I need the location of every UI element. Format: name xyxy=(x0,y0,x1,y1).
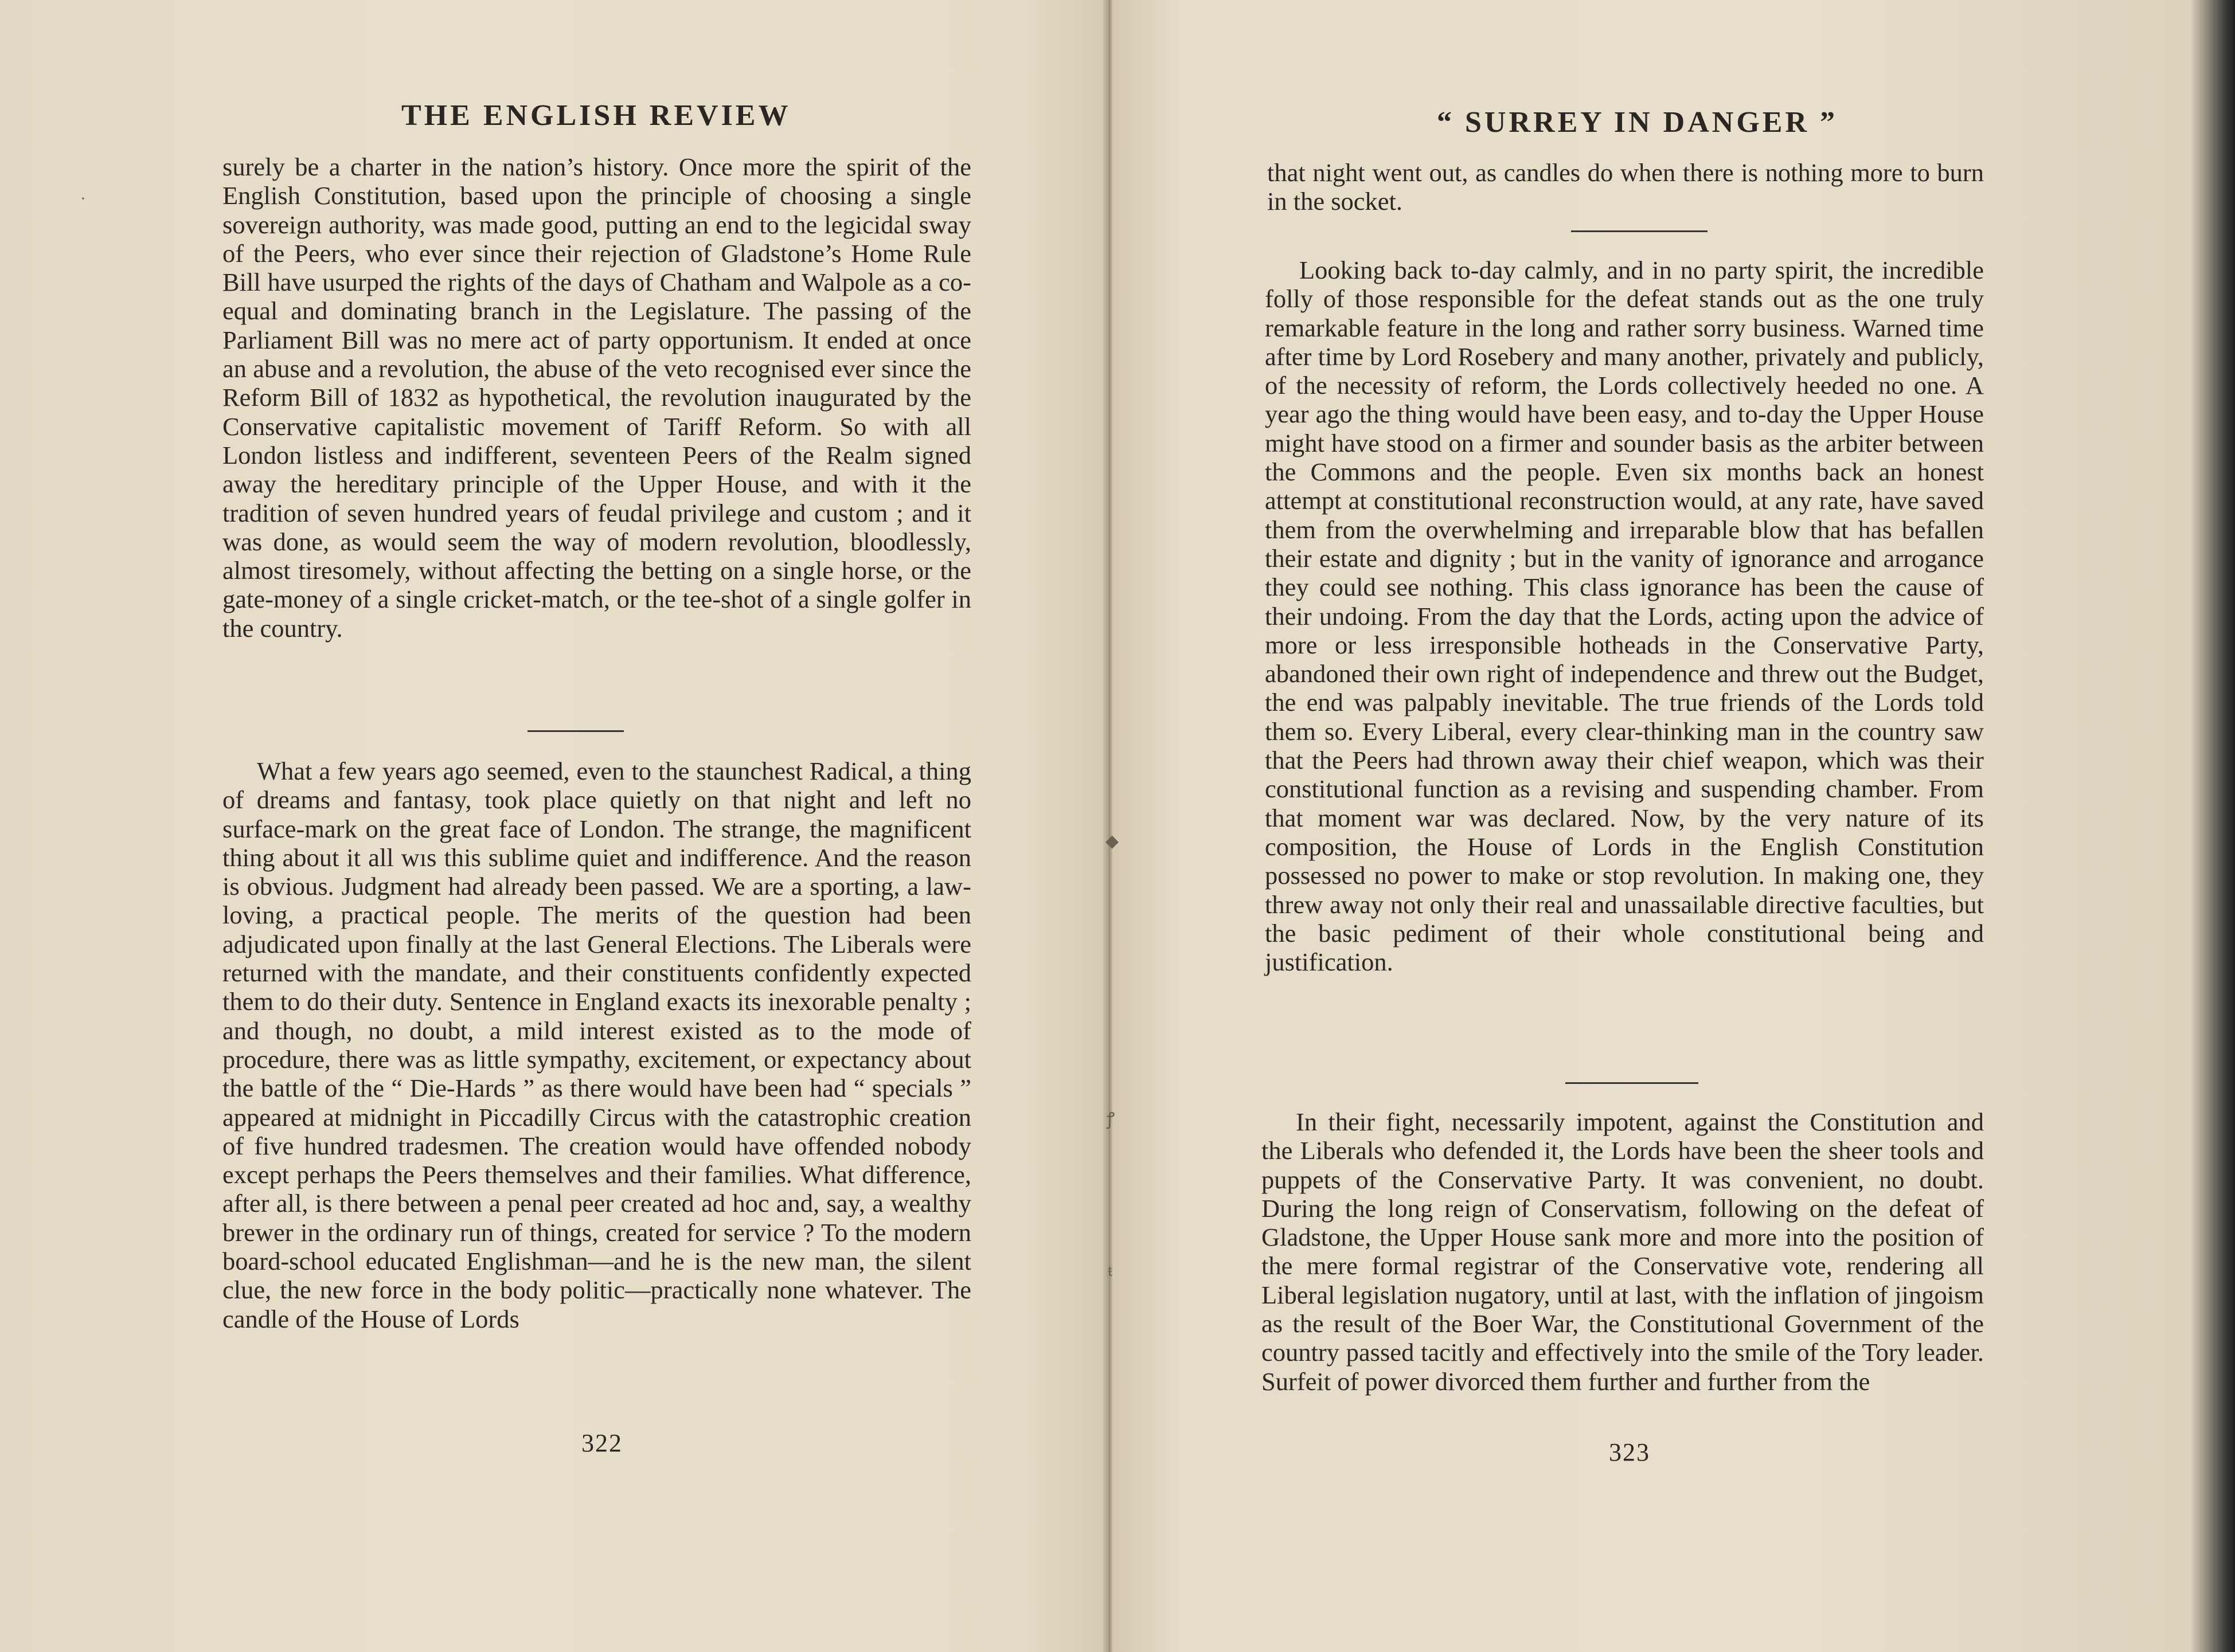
left-paragraph-2: What a few years ago seemed, even to the staunchest Radical, a thing of dreams and fantasy, took place quietly on that night and left no surface-mark on the great face of London. The strange, the magnificent thing about it all wıs this sublime quiet and indifference. And the reason is obvious. Judgment had already been passed. We are a sporting, a law-loving, a practical people. The merits of the question had been adjudicated upon finally at the last General Elections. The Liberals were returned with the mandate, and their constituents confidently expected them to do their duty. Sentence in England exacts its inexorable penalty ; and though, no doubt, a mild interest existed as to the mode of procedure, there was as little sympathy, excitement, or expectancy about the battle of the “ Die-Hards ” as there would have been had “ specials ” appeared at midnight in Piccadilly Circus with the catastrophic creation of five hundred tradesmen. The creation would have offended nobody except perhaps the Peers themselves and their families. What difference, after all, is there between a penal peer created ad hoc and, say, a wealthy brewer in the ordinary run of things, created for service ? To the modern board-school educated Englishman—and he is the new man, the silent clue, the new force in the body politic—practically none whatever. The candle of the House of Lords xyxy=(222,757,971,1333)
right-text-bottom xyxy=(1261,1107,1984,1396)
right-paragraph-2: Looking back to-day calmly, and in no party spirit, the incredible folly of those responsible for the defeat stands out as the one truly remarkable feature in the long and rather sorry business. Warned time after time by Lord Rosebery and many another, privately and publicly, of the necessity of reform, the Lords collectively heeded no one. A year ago the thing would have been easy, and to-day the Upper House might have stood on a firmer and sounder basis as the arbiter between the Commons and the people. Even six months back an honest attempt at constitutional reconstruction would, at any rate, have saved them from the overwhelming and irreparable blow that has befallen their estate and dignity ; but in the vanity of ignorance and arrogance they could see nothing. This class ignorance has been the cause of their undoing. From the day that the Lords, acting upon the advice of more or less irresponsible hotheads in the Conservative Party, abandoned their own right of independence and threw out the Budget, the end was palpably inevitable. The true friends of the Lords told them so. Every Liberal, every clear-thinking man in the country saw that the Peers had thrown away their chief weapon, which was their constitutional function as a revising and suspending chamber. From that moment war was declared. Now, by the very nature of its composition, the House of Lords in the English Constitution possessed no power to make or stop revolution. In making one, they threw away not only their real and unassailable directive faculties, but the basic pediment of their whole constitutional being and justification. xyxy=(1265,256,1984,977)
binding-thread-mark: ◆ xyxy=(1105,832,1119,851)
right-text-top xyxy=(1267,158,1984,216)
section-divider-right-1 xyxy=(1571,230,1707,232)
section-divider-right-2 xyxy=(1565,1082,1698,1084)
right-text-middle xyxy=(1265,256,1984,976)
left-page xyxy=(0,0,1108,1652)
binding-thread-mark: ꝭ xyxy=(1107,1110,1115,1129)
left-paragraph-1: surely be a charter in the nation’s history. Once more the spirit of the English Constitution, based upon the principle of choosing a single sovereign authority, was made good, putting an end to the legicidal sway of the Peers, who ever since their rejection of Gladstone’s Home Rule Bill have usurped the rights of the days of Chatham and Walpole as a co-equal and dominating branch in the Legislature. The passing of the Parliament Bill was no mere act of party opportunism. It ended at once an abuse and a revolution, the abuse of the veto recognised ever since the Reform Bill of 1832 as hypothetical, the revolution inaugurated by the Conservative capitalistic movement of Tariff Reform. So with all London listless and indifferent, seventeen Peers of the Realm signed away the hereditary principle of the Upper House, and with it the tradition of seven hundred years of feudal privilege and custom ; and it was done, as would seem the way of modern revolution, bloodlessly, almost tiresomely, without affecting the betting on a single horse, or the gate-money of a single cricket-match, or the tee-shot of a single golfer in the country. xyxy=(222,152,971,643)
left-text-top xyxy=(222,152,971,643)
right-paragraph-3: In their fight, necessarily impotent, against the Constitution and the Liberals who defended it, the Lords have been the sheer tools and puppets of the Conservative Party. It was convenient, no doubt. During the long reign of Conservatism, following on the defeat of Gladstone, the Upper House sank more and more into the position of the mere formal registrar of the Conservative vote, rendering all Liberal legislation nugatory, until at last, with the inflation of jingoism as the result of the Boer War, the Constitutional Government of the country passed tacitly and effectively into the smile of the Tory leader. Surfeit of power divorced them further and further from the xyxy=(1261,1107,1984,1396)
right-paragraph-1: that night went out, as candles do when there is nothing more to burn in the socket. xyxy=(1267,158,1984,216)
running-head-left: THE ENGLISH REVIEW xyxy=(401,99,791,132)
running-head-right: “ SURREY IN DANGER ” xyxy=(1437,106,1838,139)
page-number-left: 322 xyxy=(581,1429,623,1457)
section-divider-left xyxy=(528,730,624,732)
left-text-bottom xyxy=(222,757,971,1333)
page-number-right: 323 xyxy=(1609,1438,1650,1466)
right-page xyxy=(1105,0,2235,1652)
margin-speck: · xyxy=(80,189,86,208)
binding-thread-mark: ŧ xyxy=(1108,1261,1113,1280)
